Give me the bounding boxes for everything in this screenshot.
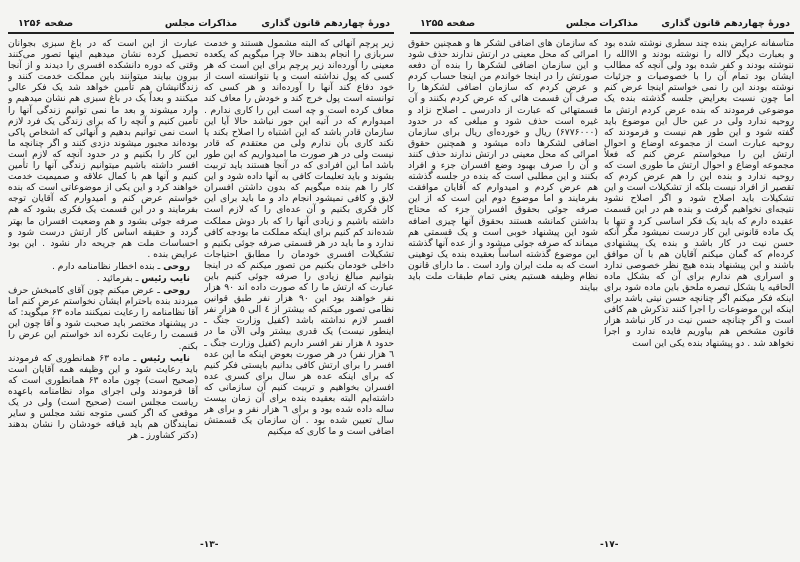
paragraph-text: ـ بنده اخطار نظامنامه دارم . (51, 260, 164, 272)
paragraph-text: متأسفانه عرایض بنده چند سطری نوشته شده بود و بعبارت دیگر لااله را نوشته بودند و الاالله را ننوشته بودند و کفر شده بود ولی آنچه که مطالب ایشان بود تمام آن را با خصوصیات و جزئیات نوشته بودند این را نمی خواستم اینجا عرض کنم اما چون نسبت بعرایض جلسه گذشته بنده یک موضوعی فرمودند که بنده عرض کردم ارتش ما روحیه ندارد ولی در عین حال این موضوع باید گفته شود و این طور هم نیست و فرمودند که روحیه عبارت است از مجموعه اوضاع و احوال ارتش این را میخواستم عرض کنم که فعلاً مجموعه اوضاع و احوال ارتش ما طوری است که روحیه ندارد و بنده این را هم عرض کردم که تقصیر از افراد نیست بلکه از تشکیلات است و این تشکیلات باید اصلاح شود و اگر اصلاح نشود نتیجه‌ای نخواهیم گرفت و بنده هم در این قسمت عقیده دارم که باید یک فکر اساسی کرد و تنها با یک ماده قانونی این کار درست نمیشود مگر آنکه حسن نیت در کار باشد و بنده یک پیشنهادی کرده‌ام که گمان میکنم آقایان هم با آن موافق باشند و این پیشنهاد بنده هیچ نظر خصوصی ندارد و اسراری هم ندارم برای آن که بشکل ماده الحاقیه یا بشکل تبصره ملحق باین ماده شود برای اینکه فکر میکنم اگر چنانچه حسن نیتی باشد برای اینکه این موضوعات را اجرا کنند تذکرش هم کافی است و اگر چنانچه حسن نیت در کار نباشد هزار قانون مشخص هم بیاوریم فایده ندارد و اجرا نخواهد شد . دو پیشنهاد بنده یکی این است (604, 38, 794, 349)
page-header (8, 18, 394, 34)
speech-paragraph (8, 353, 198, 442)
text-column-right (204, 38, 394, 538)
paragraph (408, 38, 598, 293)
paragraph-text: زیر پرچم آنهائی که البته مشمول هستند و خدمت سربازی را انجام بدهند حالا چرا میگویم که یکعده معینی را آورده‌اند زیر پرچم برای این است که هر کسی که پول نداشته است و یا نتوانسته است از خود دفاع کند آنها را آورده‌اند و هر کسی که توانسته است پول خرج کند و خودش را معاف کند معاف کرده است و چه است این را کاری ندارم . امیدوارم که در آتیه این جور نباشد حالا آیا این سازمان قادر باشد که این اشتباه را اصلاح بکند یا نکند کاری بآن ندارم ولی من معتقدم که قادر نیست ولی در هر صورت ما امیدواریم که این طور باشد اما این افرادی که در آنجا هستند باید تربیت بشوند و باید تعلیمات کافی به آنها داده شود و این کار را هم بنده میگویم که بدون داشتن افسران لایق و کافی نمیشود انجام داد و ما باید برای این کار فکری بکنیم و آن عده‌ای را که لازم است داشته باشیم و زیادی آنها را که بار دوش مملکت شده‌اند کم کنیم برای اینکه مملکت ما بودجه کافی ندارد و ما باید در هر قسمتی صرفه جوئی بکنیم و تشکیلات افسری خودمان را مطابق احتیاجات داخلی خودمان بکنیم من تصور میکنم که در اینجا بتوانیم مبالغ زیادی را صرفه جوئی کنیم باین عبارت که ارتش ما را که صورت داده اند ۹۰ هزار نفر خواهند بود این ۹۰ هزار نفر طبق قوانین نظامی تصور میکنم که بیشتر از ٤ الی ٥ هزار نفر افسر لازم نداشته باشد (کفیل وزارت جنگ ـ اینطور نیست) یک قدری بیشتر ولی الآن ما در حدود ۸ هزار نفر افسر داریم (کفیل وزارت جنگ ـ ٦ هزار نفر) در هر صورت بعوض اینکه ما این عده افسر را برای ارتش کافی بدانیم بایستی فکر کنیم که برای اینکه عده هر سال برای کسری عده افسران بخواهیم و تربیت کنیم آن سازمانی که داشته‌ایم البته بعقیده بنده برای آن زمان بیست ساله داده شده بود و برای ٦ هزار نفر و برای هر سال تعیین شده بود . آن سازمان یک قسمتش اضافی است و ما کاری که میکنیم (204, 38, 394, 438)
speaker-name: نایب رئیس (140, 352, 190, 364)
right-page (402, 0, 800, 562)
header-page-number: صفحه ۱۲۵۵ (420, 18, 476, 29)
speech-paragraph (8, 273, 198, 284)
paragraph-text: ـ بفرمائید . (96, 272, 142, 284)
paragraph-text: ـ ماده ۶۳ همانطوری که فرمودند باید رعایت شود و این وظیفه همه آقایان است (صحیح است) چون ماده ۶۳ همانطوری است که آقا فرمودند ولی اجرای مواد نظامنامه باعهده ریاست مجلس است (صحیح است) ولی در یک موقعی که اگر کسی متوجه نشد مجلس و سایر نمایندگان هم باید قیافه خودشان را نشان بدهند (دکتر کشاورز ـ هر (8, 352, 198, 442)
speech-paragraph (8, 261, 198, 272)
paragraph (604, 38, 794, 349)
folio-number: -۱۳- (200, 540, 219, 550)
header-title: مذاکرات مجلس (164, 18, 238, 29)
folio-number: -۱۷- (600, 540, 619, 550)
header-title: مذاکرات مجلس (565, 18, 639, 29)
text-column-right (604, 38, 794, 538)
text-column-left (8, 38, 198, 538)
speech-paragraph (8, 285, 198, 352)
paragraph (8, 38, 198, 260)
paragraph (204, 38, 394, 437)
header-series: دورهٔ چهاردهم قانون گذاری (661, 18, 790, 29)
paragraph-text: که سازمان های اضافی لشکر ها و همچنین حقوق امرائی که محل معینی در ارتش ندارند حذف شود و این سازمان اضافی لشکرها را بنده آن دفعه صورتش را در اینجا خواندم من اینجا حساب کردم و عرض کردم که سازمان اضافی لشکرها را صرف آن قسمت هائی که عرض کردم بکنند و آن قسمتهائی که عبارت از دادرسی ـ اصلاح نژاد و غیره است حذف شود و مبلغی که در حدود (۶۷۷۶۰۰۰) ریال و خورده‌ای ریال برای سازمان اضافی لشکرها داده میشود و همچنین حقوق امرائی که محل معینی در ارتش ندارند حذف کنند و آن را صرف بهبود وضع افسران جزء و افراد بکنند و این مطلبی است که بنده در جلسه گذشته هم عرض کردم و امیدوارم که آقایان موافقت بفرمایند و اما موضوع دوم این است که از این صرفه جوئی بحقوق افسران جزء که محتاج بداشتن کمانشه هستند بحقوق آنها چیزی اضافه شود این پیشنهاد خوبی است و یک قسمتی هم میماند که صرفه جوئی میشود و از عده آنها گذشته این موضوع گذشته اساساً بعقیده بنده یک توهینی است که به ملت ایران وارد است . ما دارای قانون نظام وظیفه هستیم یعنی تمام طبقات ملت باید بیایند (408, 38, 598, 294)
header-page-number: صفحه ۱۲۵۶ (18, 18, 74, 29)
text-column-left (408, 38, 598, 538)
paragraph-text: ـ عرض میکنم چون آقای کامبخش حرف میزدند بنده باحترام ایشان نخواستم عرض کنم اما آقا نظامنامه را رعایت نمیکنند ماده ۶۳ میگوید: که در پیشنهاد مختصر باید صحبت شود و آقا چون این قسمت را رعایت نکرده اند خواستم این عرض را بکنم. (8, 285, 198, 352)
speaker-name: نایب رئیس (141, 272, 190, 284)
speaker-name: روحی (163, 260, 190, 272)
page-header (410, 18, 794, 34)
speaker-name: روحی (163, 285, 190, 297)
header-series: دورهٔ چهاردهم قانون گذاری (261, 18, 390, 29)
paragraph-text: عبارت از این است که در باغ سبزی بجوانان تحصیل کرده نشان میدهیم اینها تصور می‌کنند وقتی که دوره دانشکده افسری را دیدند و از آنجا بیرون بیایند میتوانند باین مملکت خدمت کنند و زندگانیشان هم تأمین خواهد شد یک فکر عالی میکنند و بعداً یک در باغ سبزی هم نشان میدهیم و وارد میشوند و بعد ما نمی توانیم زندگی آنها را تأمین کنیم و آنچه را که برای زندگی یک فرد لازم است نمی توانیم بدهیم و آنهائی که اشخاص پاکی بوده‌اند مجبور میشوند دزدی کنند و اگر چنانچه ما این کار را بکنیم و در حدود آنچه که لازم است افسر داشته باشیم میتوانیم زندگی آنها را تأمین کنیم و آنها هم با کمال علاقه و صمیمیت خدمت خواهند کرد و این یکی از موضوعاتی است که بنده خواستم عرض کنم و امیدوارم که آقایان توجه بفرمایند و در این قسمت یک فکری بشود که هم صرفه جوئی بشود و هم وضعیت افسران ما بهتر گردد و حقیقه اساس کار ارتش درست شود و احساسات ملت هم جریحه دار نشود . این بود عرایض بنده . (8, 38, 198, 260)
